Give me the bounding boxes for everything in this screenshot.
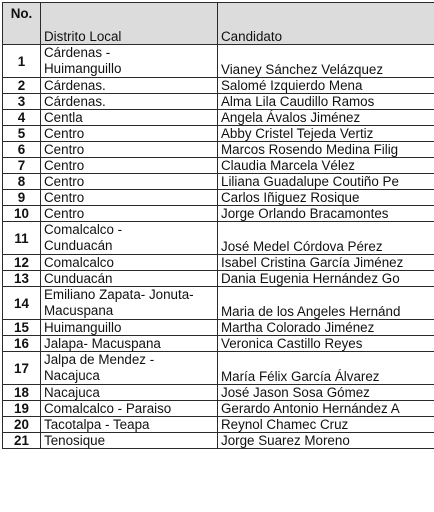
candidate-cell: José Jason Sosa Gómez (218, 385, 434, 401)
district-cell (41, 255, 218, 271)
district-line: Jalpa de Mendez - (44, 352, 155, 367)
candidate-cell: Jorge Suarez Moreno (218, 433, 434, 449)
district-cell (41, 401, 218, 417)
table-row (3, 417, 434, 433)
header-candidate: Candidato (218, 3, 434, 45)
candidate-cell: María Félix García Álvarez (218, 352, 434, 385)
row-number: 2 (3, 78, 41, 94)
candidate-cell: Reynol Chamec Cruz (218, 417, 434, 433)
district-cell (41, 126, 218, 142)
row-number: 3 (3, 94, 41, 110)
district-cell (41, 142, 218, 158)
district-line: Cárdenas. (44, 78, 106, 93)
district-line: Huimanguillo (44, 320, 122, 335)
candidate-cell: Claudia Marcela Vélez (218, 158, 434, 174)
district-line: Nacajuca (44, 385, 100, 400)
district-line: Macuspana (44, 303, 114, 318)
table-row (3, 45, 434, 78)
row-number: 10 (3, 206, 41, 222)
district-line: Centro (44, 142, 85, 157)
candidate-cell: Vianey Sánchez Velázquez (218, 45, 434, 78)
district-cell (41, 158, 218, 174)
district-line: Comalcalco - (44, 222, 123, 237)
district-line: Jalapa- Macuspana (44, 336, 161, 351)
table-body (3, 45, 434, 449)
table-row (3, 433, 434, 449)
candidate-cell: Salomé Izquierdo Mena (218, 78, 434, 94)
district-line: Centro (44, 158, 85, 173)
row-number: 1 (3, 45, 41, 78)
district-line: Cunduacán (44, 271, 113, 286)
district-line: Tacotalpa - Teapa (44, 417, 150, 432)
district-cell (41, 271, 218, 287)
district-cell (41, 190, 218, 206)
row-number: 11 (3, 222, 41, 255)
candidate-cell: Veronica Castillo Reyes (218, 336, 434, 352)
district-cell (41, 45, 218, 78)
district-cell (41, 336, 218, 352)
row-number: 9 (3, 190, 41, 206)
district-line: Huimanguillo (44, 61, 122, 76)
table-row (3, 206, 434, 222)
district-cell (41, 174, 218, 190)
row-number: 17 (3, 352, 41, 385)
table-row (3, 142, 434, 158)
row-number: 6 (3, 142, 41, 158)
row-number: 12 (3, 255, 41, 271)
candidate-cell: Liliana Guadalupe Coutiño Pe (218, 174, 434, 190)
district-cell (41, 94, 218, 110)
table-row (3, 190, 434, 206)
table-row (3, 271, 434, 287)
district-cell (41, 222, 218, 255)
row-number: 8 (3, 174, 41, 190)
district-line: Centro (44, 174, 85, 189)
table-row (3, 352, 434, 385)
district-cell (41, 320, 218, 336)
table-row (3, 158, 434, 174)
district-cell (41, 206, 218, 222)
table-row (3, 110, 434, 126)
candidate-cell: Isabel Cristina García Jiménez (218, 255, 434, 271)
candidate-cell: Angela Ávalos Jiménez (218, 110, 434, 126)
district-cell (41, 352, 218, 385)
district-cell (41, 110, 218, 126)
table-row (3, 287, 434, 320)
row-number: 13 (3, 271, 41, 287)
candidate-cell: Carlos Iñiguez Rosique (218, 190, 434, 206)
row-number: 7 (3, 158, 41, 174)
header-district: Distrito Local (41, 3, 218, 45)
row-number: 20 (3, 417, 41, 433)
district-cell (41, 417, 218, 433)
candidate-cell: Dania Eugenia Hernández Go (218, 271, 434, 287)
district-line: Tenosique (44, 433, 106, 448)
candidate-cell: Martha Colorado Jiménez (218, 320, 434, 336)
row-number: 19 (3, 401, 41, 417)
district-line: Cárdenas - (44, 45, 111, 60)
row-number: 14 (3, 287, 41, 320)
table-row (3, 222, 434, 255)
row-number: 5 (3, 126, 41, 142)
candidate-cell: José Medel Córdova Pérez (218, 222, 434, 255)
table-row (3, 401, 434, 417)
row-number: 21 (3, 433, 41, 449)
table-row (3, 94, 434, 110)
header-number: No. (3, 3, 41, 45)
candidate-cell: Maria de los Angeles Hernánd (218, 287, 434, 320)
table-row (3, 336, 434, 352)
district-line: Comalcalco - Paraiso (44, 401, 172, 416)
candidates-sheet (2, 2, 434, 449)
district-line: Centro (44, 190, 85, 205)
table-row (3, 126, 434, 142)
row-number: 15 (3, 320, 41, 336)
district-cell (41, 78, 218, 94)
district-line: Centro (44, 126, 85, 141)
district-cell (41, 287, 218, 320)
candidate-cell: Marcos Rosendo Medina Filig (218, 142, 434, 158)
table-row (3, 78, 434, 94)
district-line: Cárdenas. (44, 94, 106, 109)
row-number: 18 (3, 385, 41, 401)
table-row (3, 174, 434, 190)
district-line: Emiliano Zapata- Jonuta- (44, 287, 194, 302)
candidate-cell: Gerardo Antonio Hernández A (218, 401, 434, 417)
table-row (3, 385, 434, 401)
row-number: 4 (3, 110, 41, 126)
row-number: 16 (3, 336, 41, 352)
candidate-cell: Alma Lila Caudillo Ramos (218, 94, 434, 110)
district-line: Cunduacán (44, 238, 113, 253)
candidate-cell: Abby Cristel Tejeda Vertiz (218, 126, 434, 142)
district-line: Comalcalco (44, 255, 114, 270)
district-line: Centla (44, 110, 83, 125)
candidate-cell: Jorge Orlando Bracamontes (218, 206, 434, 222)
candidates-table (2, 2, 434, 449)
district-cell (41, 385, 218, 401)
district-line: Centro (44, 206, 85, 221)
header-row (3, 3, 434, 45)
district-line: Nacajuca (44, 368, 100, 383)
district-cell (41, 433, 218, 449)
table-row (3, 255, 434, 271)
table-row (3, 320, 434, 336)
